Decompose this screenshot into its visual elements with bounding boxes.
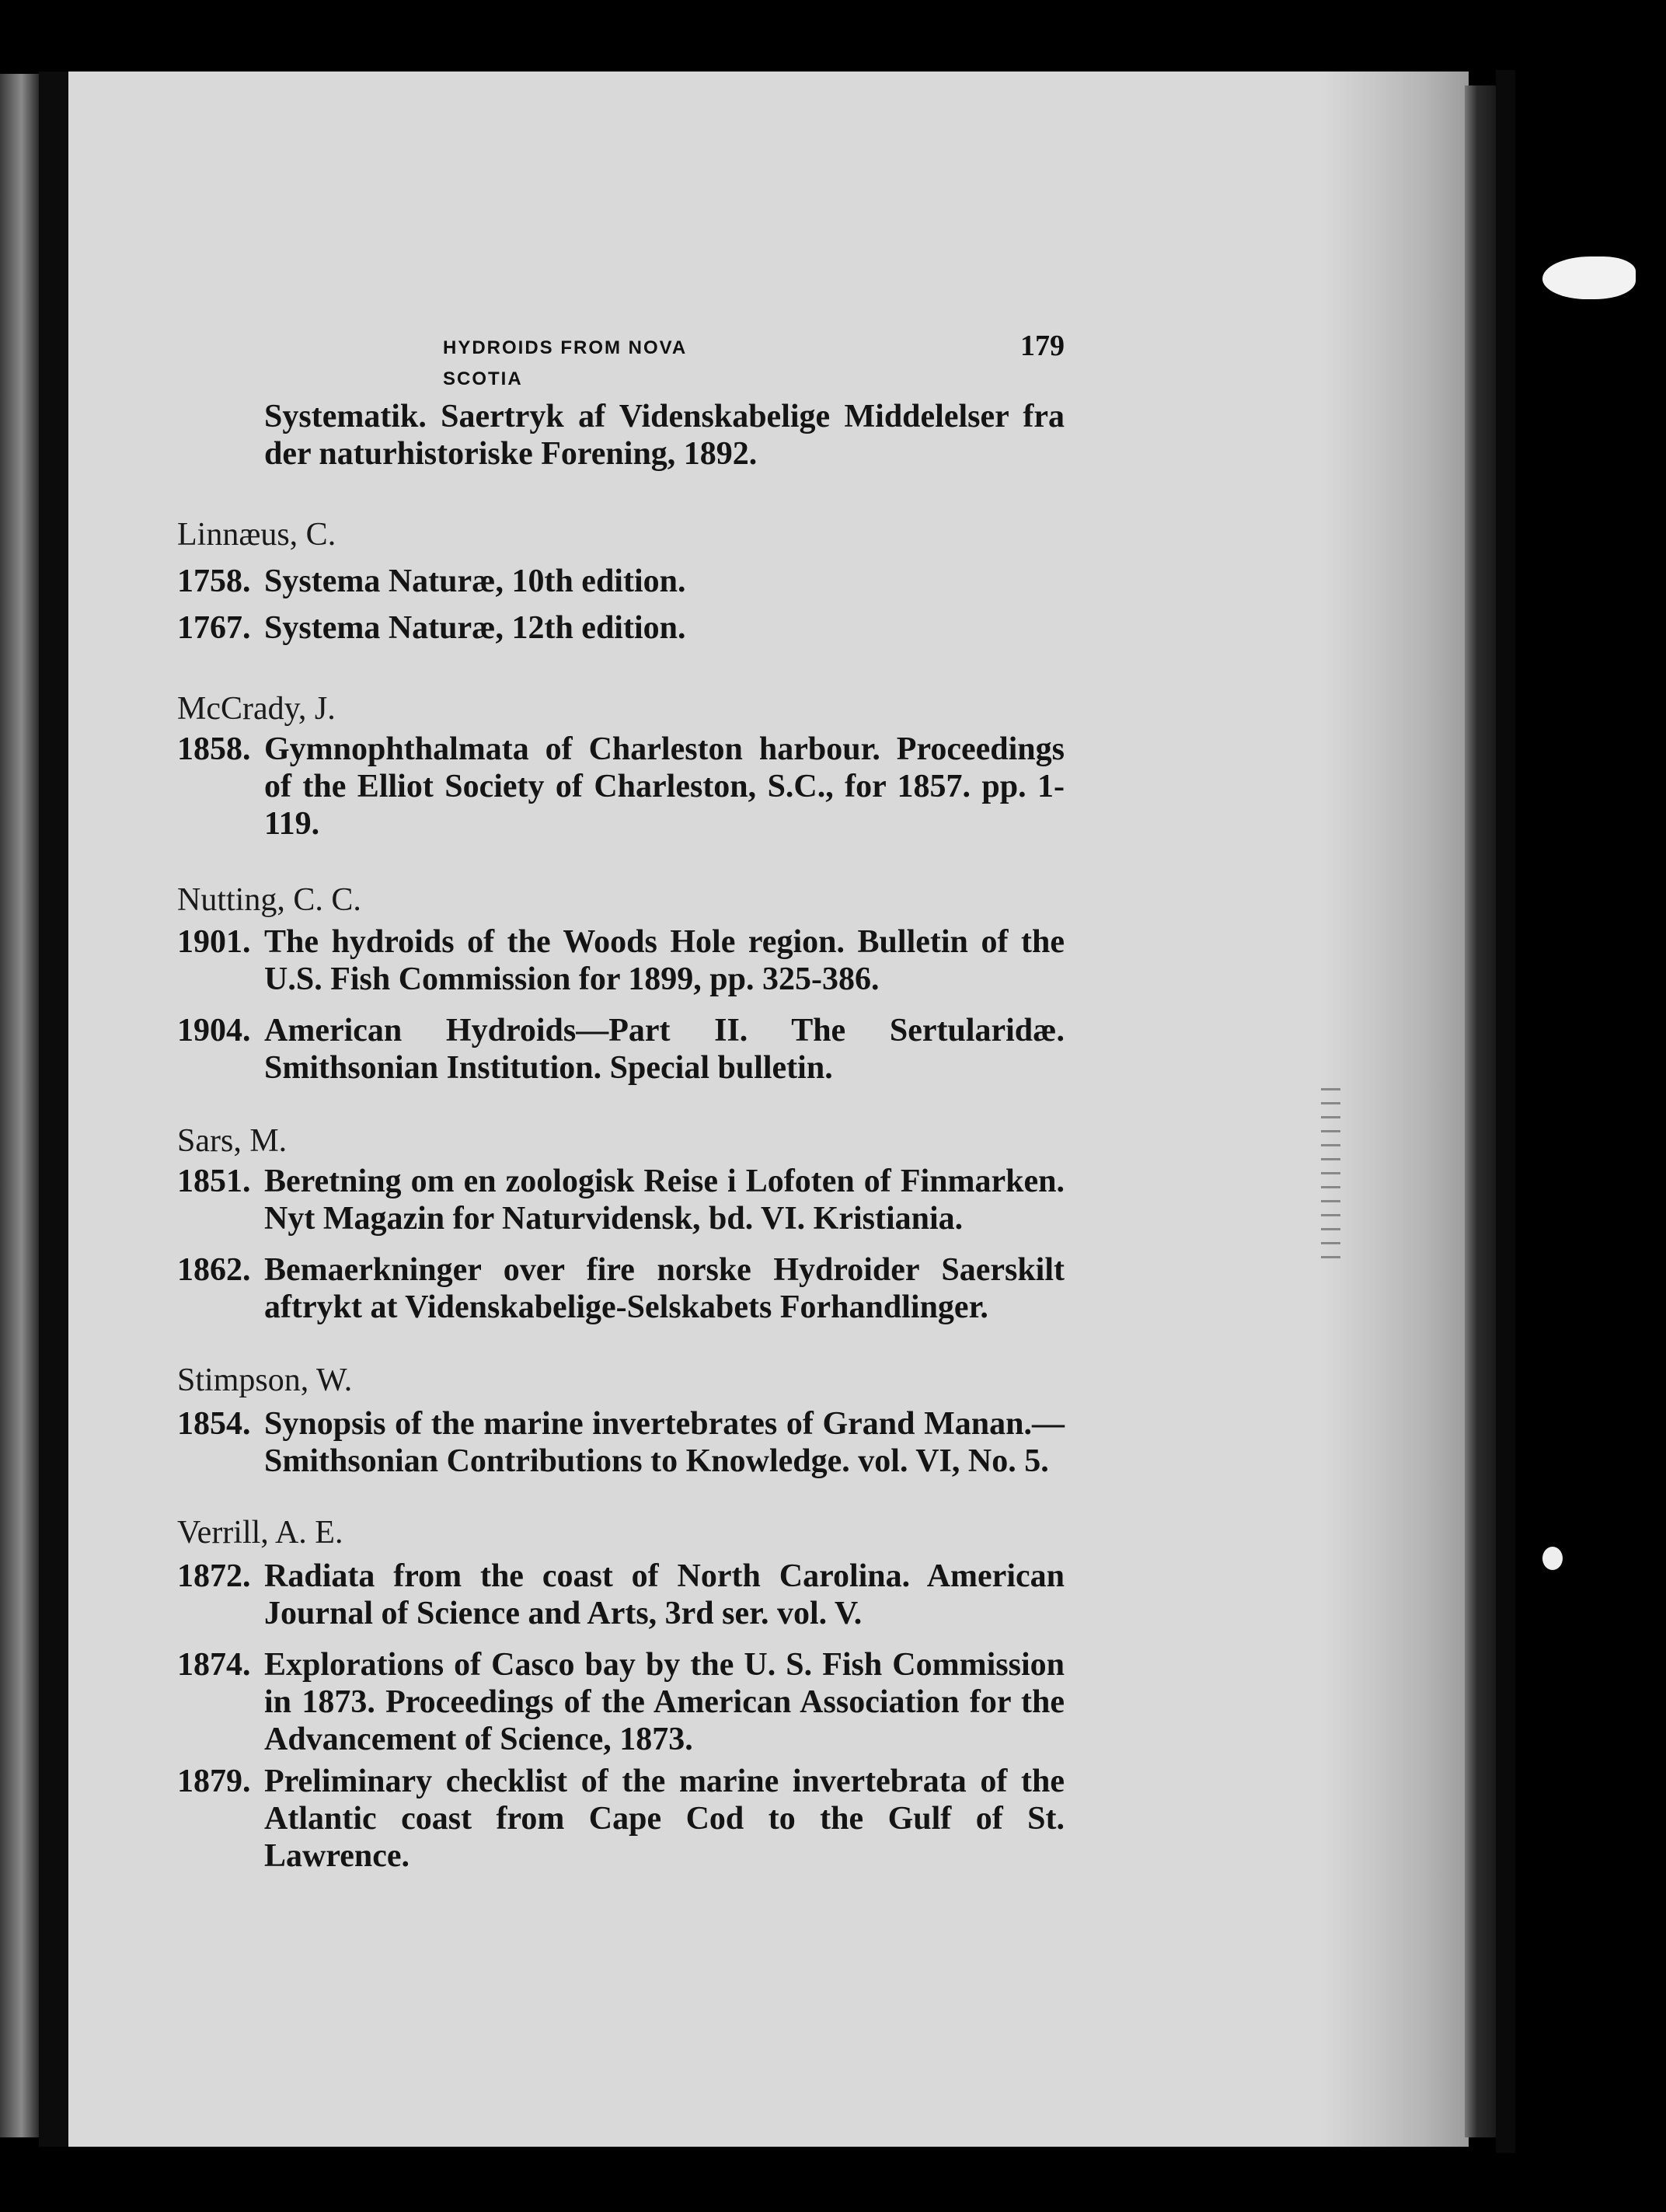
left-page-edge (0, 74, 39, 2137)
bibliography-entry (177, 609, 1065, 647)
entry-text: Systema Naturæ, 10th edition. (264, 563, 686, 599)
entry-text: Synopsis of the marine invertebrates of Grand Manan.— Smithsonian Contributions to Knowledge. vol. VI, No. 5. (264, 1406, 1065, 1479)
entry-text: The hydroids of the Woods Hole region. Bulletin of the U.S. Fish Commission for 1899, pp. 325-386. (264, 924, 1065, 997)
book-spine (1465, 85, 1496, 2137)
bibliography-entry (177, 923, 1065, 998)
spine-shadow (1496, 70, 1515, 2153)
bibliography-entry (177, 1763, 1065, 1875)
bibliography-entry (177, 1251, 1065, 1326)
edge-speckle (1321, 1088, 1340, 1267)
entry-text: Beretning om en zoologisk Reise i Lofoten of Finmarken. Nyt Magazin for Naturvidensk, bd. VI. Kristiania. (264, 1164, 1065, 1237)
bibliography-entry (177, 1012, 1065, 1087)
entry-text: Explorations of Casco bay by the U. S. Fish Commission in 1873. Proceedings of the American Association for the Advancement of Science, 1873. (264, 1647, 1065, 1757)
page-stack-edge (1321, 72, 1469, 2147)
entry-year: 1874. (177, 1647, 251, 1683)
entry-text: Radiata from the coast of North Carolina. American Journal of Science and Arts, 3rd ser. vol. V. (264, 1558, 1065, 1631)
entry-text: Preliminary checklist of the marine invertebrata of the Atlantic coast from Cape Cod to the Gulf of St. Lawrence. (264, 1764, 1065, 1874)
entry-year: 1904. (177, 1013, 251, 1048)
entry-text: Bemaerkninger over fire norske Hydroider Saerskilt aftrykt at Videnskabelige-Selskabets Forhandlinger. (264, 1252, 1065, 1325)
bibliography-entry (177, 1405, 1065, 1480)
entry-year: 1879. (177, 1764, 251, 1799)
continuation-text: Systematik. Saertryk af Videnskabelige Middelelser fra der naturhistoriske Forening, 1892. (264, 399, 1065, 472)
running-head: HYDROIDS FROM NOVA SCOTIA (443, 337, 687, 389)
author-name: Nutting, C. C. (177, 882, 361, 918)
entry-text: American Hydroids—Part II. The Sertularidæ. Smithsonian Institution. Special bulletin. (264, 1013, 1065, 1086)
bibliography-entry (177, 563, 1065, 600)
entry-year: 1872. (177, 1558, 251, 1594)
entry-year: 1862. (177, 1252, 251, 1288)
entry-year: 1858. (177, 731, 251, 767)
entry-year: 1767. (177, 610, 251, 646)
author-name: Linnæus, C. (177, 517, 336, 553)
bibliography-entry (177, 1163, 1065, 1237)
entry-year: 1854. (177, 1406, 251, 1442)
author-name: McCrady, J. (177, 691, 336, 727)
page-number: 179 (1020, 330, 1065, 362)
bibliography-entry (177, 1558, 1065, 1632)
entry-text: Gymnophthalmata of Charleston harbour. Proceedings of the Elliot Society of Charleston, S.C., for 1857. pp. 1-119. (264, 731, 1065, 842)
author-name: Sars, M. (177, 1123, 288, 1159)
bibliography-entry (177, 731, 1065, 843)
bibliography-entry (177, 1646, 1065, 1758)
left-binding-shadow (39, 72, 68, 2147)
entry-year: 1901. (177, 924, 251, 960)
white-blot-mark (1542, 256, 1636, 299)
entry-year: 1758. (177, 563, 251, 599)
white-dot-mark (1542, 1547, 1563, 1570)
entry-text: Systema Naturæ, 12th edition. (264, 610, 686, 646)
author-name: Verrill, A. E. (177, 1515, 343, 1551)
author-name: Stimpson, W. (177, 1362, 353, 1398)
entry-year: 1851. (177, 1164, 251, 1199)
